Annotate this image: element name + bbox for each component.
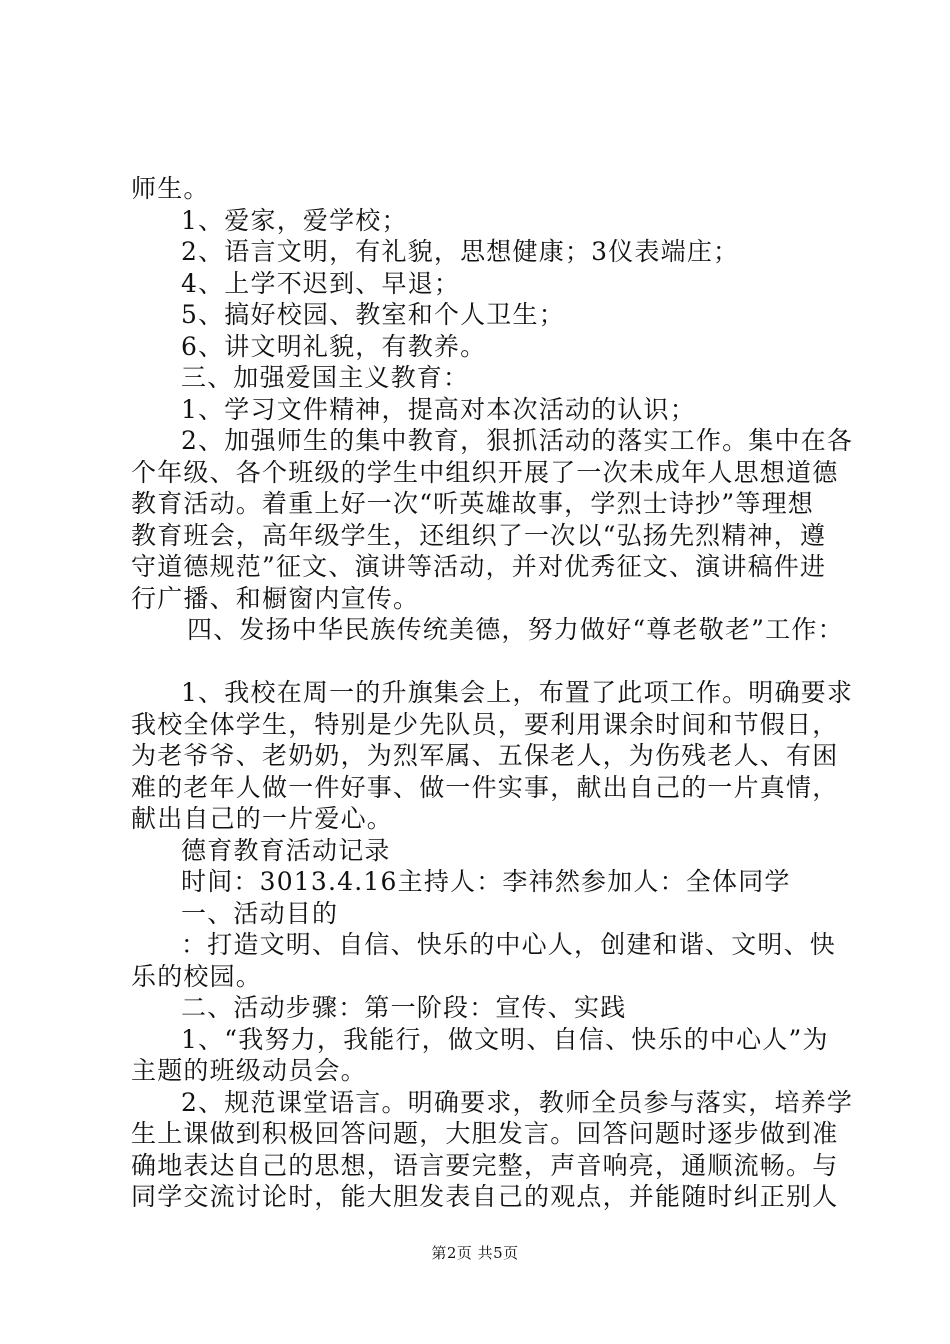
text-line: 乐的校园。 (131, 961, 263, 991)
text-line: ：打造文明、自信、快乐的中心人，创建和谐、文明、快 (181, 930, 837, 959)
text-line: 1、爱家，爱学校； (181, 205, 408, 235)
text-line: 三、加强爱国主义教育： (181, 363, 470, 392)
text-line: 1、“我努力，我能行，做文明、自信、快乐的中心人”为 (181, 1024, 829, 1054)
text-line: 守道德规范”征文、演讲等活动，并对优秀征文、演讲稿件进 (131, 552, 827, 581)
text-line: 师生。 (131, 174, 210, 203)
text-line: 四、发扬中华民族传统美德，努力做好“尊老敬老”工作： (187, 615, 844, 644)
text-line: 2、规范课堂语言。明确要求，教师全员参与落实，培养学 (181, 1087, 854, 1117)
text-line: 4、上学不迟到、早退； (181, 268, 461, 298)
text-line: 我校全体学生，特别是少先队员，要利用课余时间和节假日， (131, 709, 839, 739)
text-line: 行广播、和橱窗内宣传。 (131, 583, 420, 613)
text-line: 1、我校在周一的升旗集会上，布置了此项工作。明确要求 (181, 678, 854, 707)
text-line: 德育教育活动记录 (181, 835, 391, 865)
document-body (131, 173, 854, 1213)
text-line: 一、活动目的 (181, 898, 339, 928)
text-line: 2、加强师生的集中教育，狠抓活动的落实工作。集中在各 (181, 426, 854, 455)
text-line: 确地表达自己的思想，语言要完整，声音响亮，通顺流畅。与 (131, 1150, 839, 1180)
text-line: 时间：3013.4.16主持人：李祎然参加人：全体同学 (181, 867, 791, 896)
text-line: 6、讲文明礼貌，有教养。 (181, 331, 487, 361)
text-line: 二、活动步骤：第一阶段：宣传、实践 (181, 993, 627, 1022)
page-number-footer: 第2页 共5页 (431, 1244, 519, 1262)
blank-line (131, 646, 831, 678)
text-line: 2、语言文明，有礼貌，思想健康；3仪表端庄； (181, 237, 740, 266)
text-line: 生上课做到积极回答问题，大胆发言。回答问题时逐步做到准 (131, 1119, 839, 1148)
text-line: 教育活动。着重上好一次“听英雄故事，学烈士诗抄”等理想 (131, 489, 814, 518)
text-line: 5、搞好校园、教室和个人卫生； (181, 300, 565, 329)
text-line: 1、学习文件精神，提高对本次活动的认识； (181, 394, 696, 424)
text-line: 个年级、各个班级的学生中组织开展了一次未成年人思想道德 (131, 457, 839, 487)
text-line: 难的老年人做一件好事、做一件实事，献出自己的一片真情， (131, 772, 839, 802)
text-line: 主题的班级动员会。 (131, 1056, 367, 1085)
text-line: 同学交流讨论时，能大胆发表自己的观点，并能随时纠正别人 (131, 1182, 839, 1211)
text-line: 献出自己的一片爱心。 (131, 804, 394, 833)
text-line: 为老爷爷、老奶奶，为烈军属、五保老人，为伤残老人、有困 (131, 741, 839, 770)
text-line: 教育班会，高年级学生，还组织了一次以“弘扬先烈精神，遵 (131, 520, 827, 550)
